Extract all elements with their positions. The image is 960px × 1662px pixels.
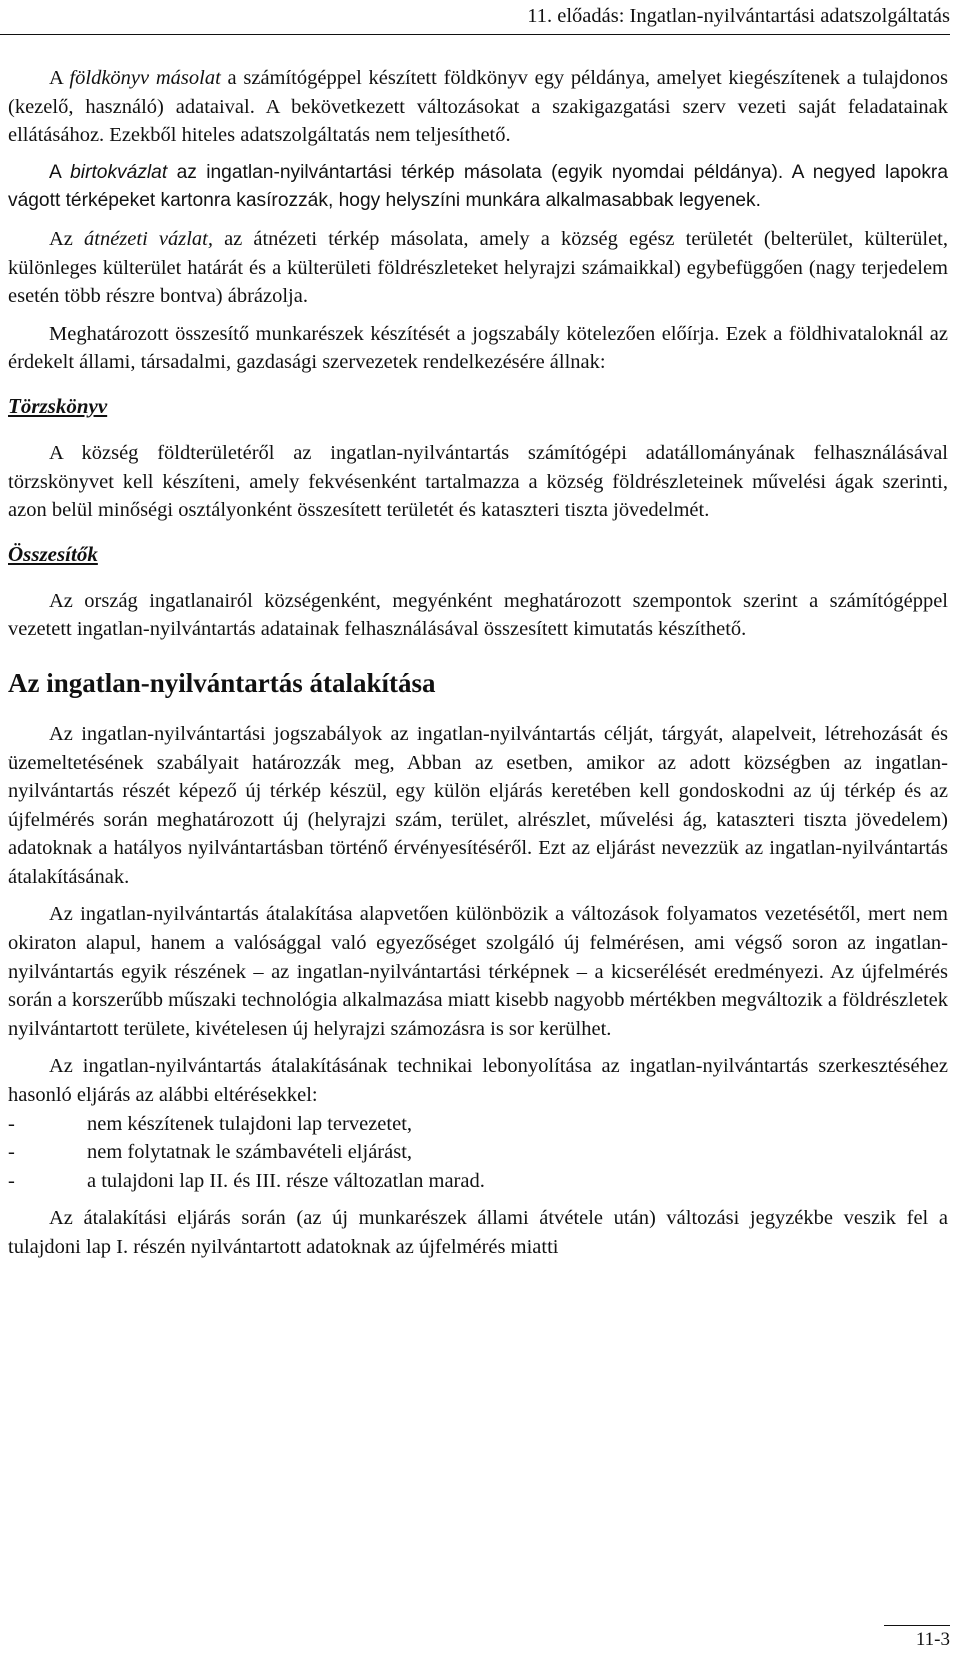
running-header: 11. előadás: Ingatlan-nyilvántartási adatszolgáltatás — [0, 2, 950, 35]
subheading-torzskonyv: Törzskönyv — [8, 393, 108, 418]
list-item — [8, 1110, 948, 1139]
page-number: 11-3 — [915, 1629, 950, 1650]
text: A — [49, 67, 70, 89]
list-item-text: nem folytatnak le számbavételi eljárást, — [87, 1141, 413, 1164]
paragraph-osszesito-munkareszek: Meghatározott összesítő munkarészek készítését a jogszabály kötelezően előírja. Ezek a földhivataloknál az érdekelt állami, társadalmi, gazdasági szervezetek rendelkezésére állnak: — [8, 322, 948, 374]
document-body — [8, 64, 948, 1262]
paragraph-technikai-lebonyolitas: Az ingatlan-nyilvántartás átalakításának technikai lebonyolítása az ingatlan-nyilvántartás szerkesztéséhez hasonló eljárás az alábbi eltérésekkel: — [8, 1055, 948, 1107]
term-foldkonyv-masolat: földkönyv másolat — [69, 67, 221, 89]
subheading-osszesitok: Összesítők — [8, 541, 98, 566]
section-heading-atalakitas: Az ingatlan-nyilvántartás átalakítása — [8, 667, 436, 698]
list-dash: - — [8, 1169, 15, 1192]
paragraph-atnezeti-vazlat — [8, 225, 948, 311]
paragraph-birtokvazlat — [8, 159, 948, 216]
text: Az — [49, 227, 85, 250]
term-atnezeti-vazlat: átnézeti vázlat, — [84, 227, 213, 250]
list-item-text: nem készítenek tulajdoni lap tervezetet, — [87, 1112, 413, 1135]
text: az átnézeti térkép másolata, amely a község egész területét (belterület, külterület, különleges külterület határát és a külterületi földrészleteket helyrajzi számaikkal) egybefüggően (nagy terjedelem esetén több részre bontva) ábrázolja. — [8, 227, 949, 308]
differences-list — [8, 1110, 948, 1196]
paragraph-atalakitasi-eljaras: Az átalakítási eljárás során (az új munkarészek állami átvétele után) változási jegyzékbe veszik fel a tulajdoni lap I. részén nyilvántartott adatoknak az újfelmérés miatti — [8, 1207, 948, 1258]
paragraph-osszesitok: Az ország ingatlanairól községenként, megyénként meghatározott szempontok szerint a számítógéppel vezetett ingatlan-nyilvántartás adatainak felhasználásával összesített kimutatás készíthető. — [8, 589, 948, 641]
list-dash: - — [8, 1112, 15, 1135]
paragraph-foldkonyv-masolat — [8, 64, 948, 150]
text: az ingatlan-nyilvántartási térkép másolata (egyik nyomdai példánya). A negyed lapokra vágott térképeket kartonra kasírozzák, hogy helyszíni munkára alkalmasabbak legyenek. — [8, 161, 948, 212]
text: A — [49, 161, 71, 183]
footer-rule — [884, 1625, 950, 1626]
paragraph-atalakitas-jogszabalyok: Az ingatlan-nyilvántartási jogszabályok az ingatlan-nyilvántartás célját, tárgyát, alapelveit, létrehozását és üzemeltetésének szabályait határozzák meg, Abban az esetben, amikor az adott községben az ingatlan-nyilvántartás részét képező új térkép készül, egy külön eljárás keretében kell gondoskodni az új térkép és az újfelmérés során meghatározott új (helyrajzi szám, terület, alrészlet, művelési ág, kataszteri tiszta jövedelem) adatoknak a hatályos nyilvántartásban történő érvényesítéséről. Ezt az eljárást nevezzük az ingatlan-nyilvántartás átalakításának. — [8, 722, 948, 888]
text: a számítógéppel készített földkönyv egy példánya, amelyet kiegészítenek a tulajdonos (kezelő, használó) adataival. A bekövetkezett változásokat a szakigazgatási szerv vezeti saját feladatainak ellátásához. Ezekből hiteles adatszolgáltatás nem teljesíthető. — [8, 67, 948, 147]
list-dash: - — [8, 1141, 15, 1164]
list-item — [8, 1138, 948, 1167]
paragraph-atalakitas-kulonbseg: Az ingatlan-nyilvántartás átalakítása alapvetően különbözik a változások folyamatos vezetésétől, mert nem okiraton alapul, hanem a valósággal való egyezőséget szolgáló új felmérésen, ami végső soron az ingatlan-nyilvántartás egyik részének – az ingatlan-nyilvántartási térképnek – a kicserélését eredményezi. Az újfelmérés során a korszerűbb műszaki technológia alkalmazása miatt kisebb nagyobb mértékben megváltozik a földrészletek nyilvántartott területe, kivételesen új helyrajzi számozásra is sor kerülhet. — [8, 903, 948, 1040]
paragraph-torzskonyv: A község földterületéről az ingatlan-nyilvántartás számítógépi adatállományának felhasználásával törzskönyvet kell készíteni, amely fekvésenként tartalmazza a község földrészleteinek művelési ágak szerinti, azon belül minőségi osztályonként összesített területét és kataszteri tiszta jövedelmét. — [8, 441, 948, 522]
term-birtokvazlat: birtokvázlat — [70, 161, 168, 183]
list-item-text: a tulajdoni lap II. és III. része változatlan marad. — [87, 1169, 485, 1192]
list-item — [8, 1167, 948, 1196]
